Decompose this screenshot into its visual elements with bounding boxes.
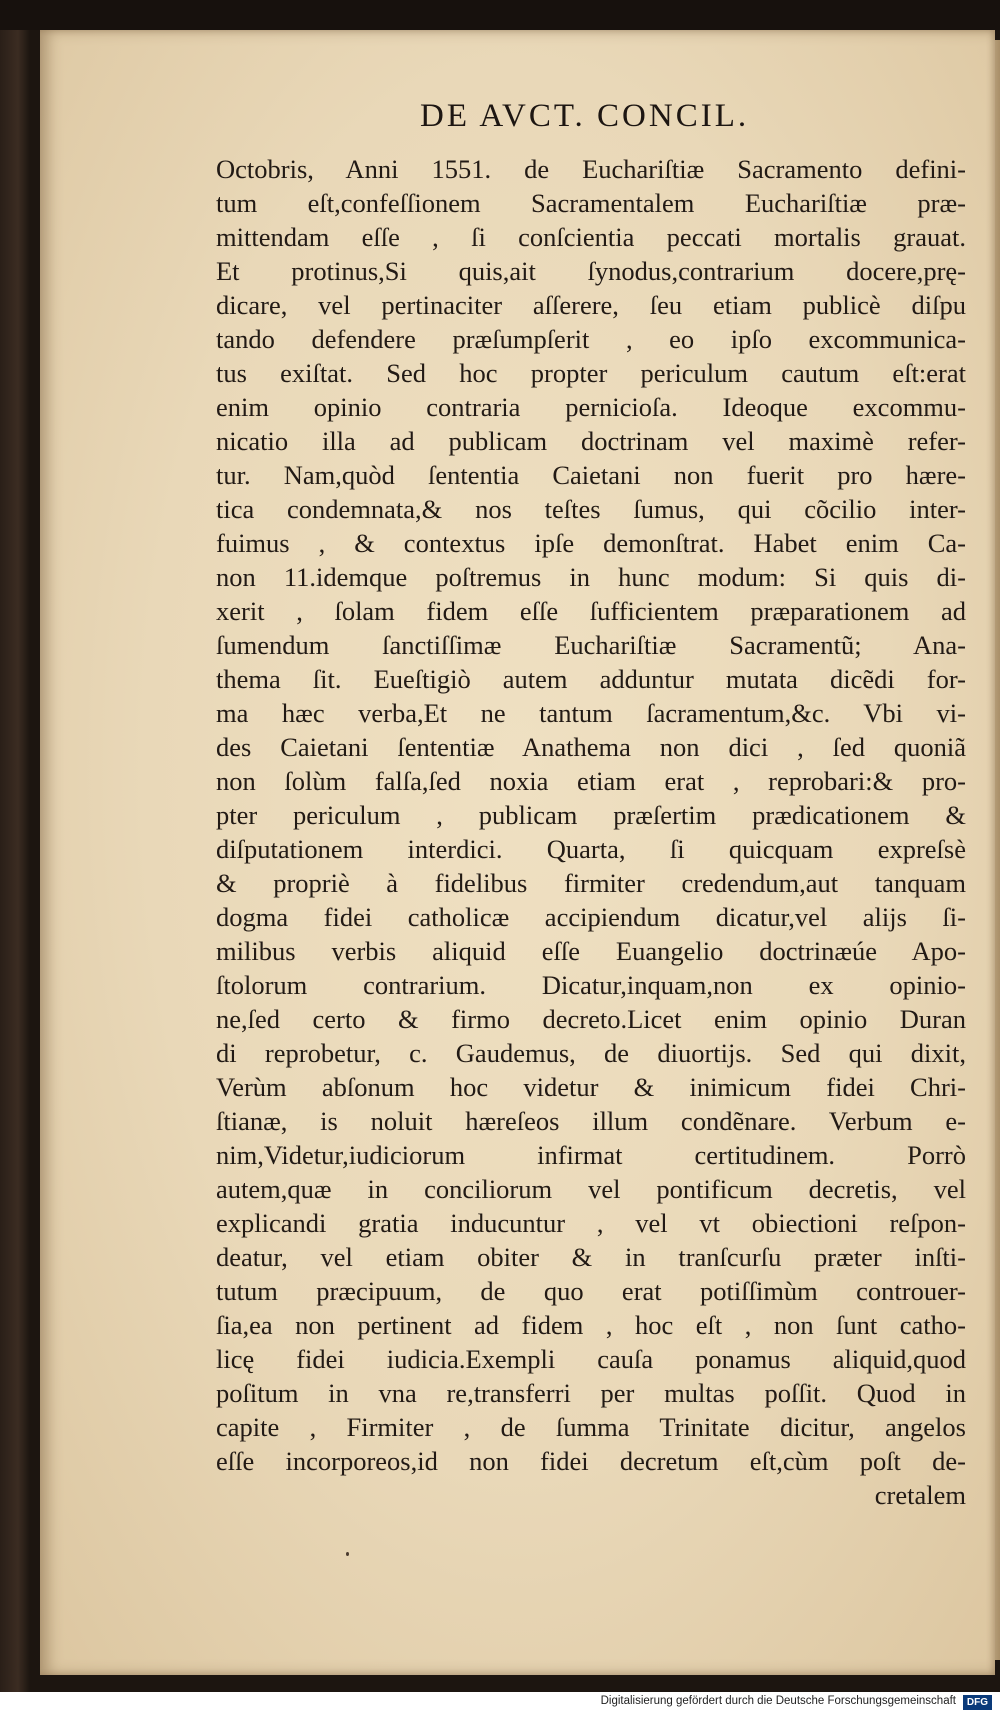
text-line: tica condemnata,& nos teſtes ſumus, qui cõcilio inter-: [216, 494, 966, 524]
text-line: diſputationem interdici. Quarta, ſi quicquam expreſsè: [216, 834, 966, 864]
text-line: dogma fidei catholicæ accipiendum dicatur,vel alijs ſi-: [216, 902, 966, 932]
text-line: tando defendere præſumpſerit , eo ipſo excommunica-: [216, 324, 966, 354]
text-line: licę fidei iudicia.Exempli cauſa ponamus aliquid,quod: [216, 1344, 966, 1374]
catchword: cretalem: [874, 1480, 966, 1510]
text-line: fuimus , & contextus ipſe demonſtrat. Habet enim Ca-: [216, 528, 966, 558]
text-line: ne,ſed certo & firmo decreto.Licet enim opinio Duran: [216, 1004, 966, 1034]
text-line: dicare, vel pertinaciter aſſerere, ſeu etiam publicè diſpu: [216, 290, 966, 320]
text-line: ſia,ea non pertinent ad fidem , hoc eſt , non ſunt catho-: [216, 1310, 966, 1340]
text-line: pter periculum , publicam præſertim prædicationem &: [216, 800, 966, 830]
text-line: capite , Firmiter , de ſumma Trinitate dicitur, angelos: [216, 1412, 966, 1442]
text-line: non 11.idemque poſtremus in hunc modum: Si quis di-: [216, 562, 966, 592]
page-body: [216, 152, 966, 1512]
text-line: & propriè à fidelibus firmiter credendum,aut tanquam: [216, 868, 966, 898]
text-line: autem,quæ in conciliorum vel pontificum decretis, vel: [216, 1174, 966, 1204]
text-line: ſtolorum contrarium. Dicatur,inquam,non ex opinio-: [216, 970, 966, 1000]
text-line: xerit , ſolam fidem eſſe ſufficientem præparationem ad: [216, 596, 966, 626]
text-line: Et protinus,Si quis,ait ſynodus,contrarium docere,prę-: [216, 256, 966, 286]
scan-top-edge: [0, 0, 1000, 30]
text-line: eſſe incorporeos,id non fidei decretum eſt,cùm poſt de-: [216, 1446, 966, 1476]
text-line: mittendam eſſe , ſi conſcientia peccati mortalis grauat.: [216, 222, 966, 252]
text-line: ſtianæ, is noluit hæreſeos illum condẽnare. Verbum e-: [216, 1106, 966, 1136]
footer-bar: [0, 1692, 1000, 1715]
text-line: Octobris, Anni 1551. de Euchariſtiæ Sacramento defini-: [216, 154, 966, 184]
running-header: DE AVCT. CONCIL.: [420, 98, 750, 134]
text-line: milibus verbis aliquid eſſe Euangelio doctrinæúe Apo-: [216, 936, 966, 966]
text-line: non ſolùm falſa,ſed noxia etiam erat , reprobari:& pro-: [216, 766, 966, 796]
dfg-logo: DFG: [963, 1695, 992, 1710]
text-line: tum eſt,confeſſionem Sacramentalem Euchariſtiæ præ-: [216, 188, 966, 218]
text-line: deatur, vel etiam obiter & in tranſcurſu præter inſti-: [216, 1242, 966, 1272]
text-line: thema ſit. Eueſtigiò autem adduntur mutata dicẽdi for-: [216, 664, 966, 694]
footer-credit: Digitalisierung gefördert durch die Deutsche Forschungsgemeinschaft: [600, 1695, 956, 1707]
text-line: des Caietani ſententiæ Anathema non dici , ſed quoniã: [216, 732, 966, 762]
text-line: tus exiſtat. Sed hoc propter periculum cautum eſt:erat: [216, 358, 966, 388]
text-line: Verùm abſonum hoc videtur & inimicum fidei Chri-: [216, 1072, 966, 1102]
text-line: tutum præcipuum, de quo erat potiſſimùm controuer-: [216, 1276, 966, 1306]
paper-speck: [346, 1552, 349, 1556]
text-line: explicandi gratia inducuntur , vel vt obiectioni reſpon-: [216, 1208, 966, 1238]
text-line: tur. Nam,quòd ſententia Caietani non fuerit pro hære-: [216, 460, 966, 490]
text-line: nim,Videtur,iudiciorum infirmat certitudinem. Porrò: [216, 1140, 966, 1170]
text-line: ma hæc verba,Et ne tantum ſacramentum,&c. Vbi vi-: [216, 698, 966, 728]
text-line: nicatio illa ad publicam doctrinam vel maximè refer-: [216, 426, 966, 456]
text-line: di reprobetur, c. Gaudemus, de diuortijs. Sed qui dixit,: [216, 1038, 966, 1068]
text-line: ſumendum ſanctiſſimæ Euchariſtiæ Sacramentũ; Ana-: [216, 630, 966, 660]
text-line: poſitum in vna re,transferri per multas poſſit. Quod in: [216, 1378, 966, 1408]
text-line: enim opinio contraria pernicioſa. Ideoque excommu-: [216, 392, 966, 422]
